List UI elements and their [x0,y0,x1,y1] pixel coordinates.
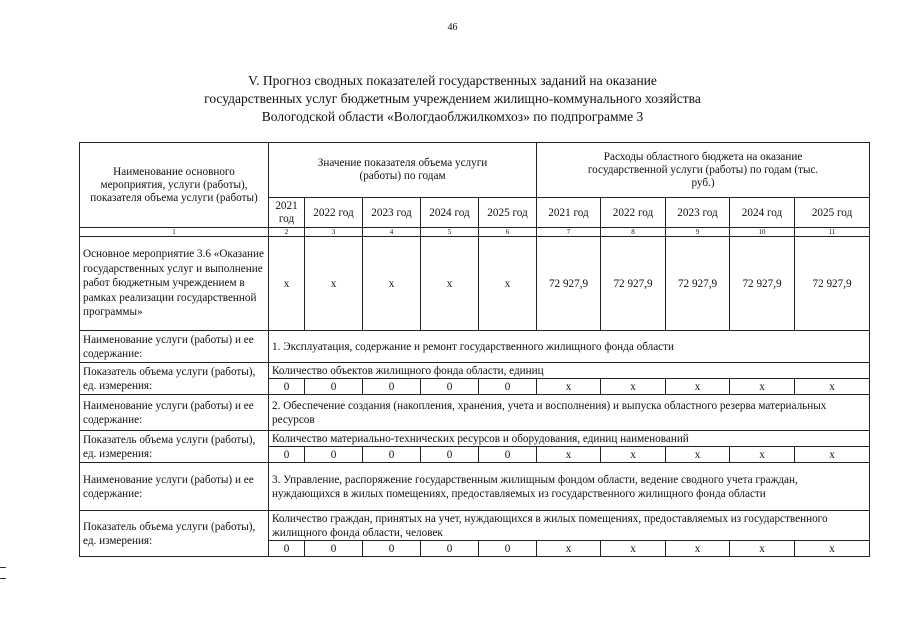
column-number: 6 [479,228,537,237]
title-line-2: государственных услуг бюджетным учреждением жилищно-коммунального хозяйства [204,91,701,106]
indicator-label: Показатель объема услуги (работы), ед. измерения: [80,431,269,463]
value-cell: х [601,447,666,463]
value-cell: х [795,541,870,557]
value-cell: х [730,379,795,395]
expense-cell: 72 927,9 [537,237,601,331]
service-name-row [80,395,870,431]
value-cell: х [305,237,363,331]
indicator-text: Количество материально-технических ресурсов и оборудования, единиц наименований [269,431,870,447]
column-number: 7 [537,228,601,237]
main-event-label: Основное мероприятие 3.6 «Оказание государственных услуг и выполнение работ бюджетным учреждением в рамках реализации государственной программы» [80,237,269,331]
value-cell: 0 [479,447,537,463]
header-year: 2022 год [601,198,666,228]
column-number: 4 [363,228,421,237]
value-cell: х [730,541,795,557]
column-number: 2 [269,228,305,237]
value-cell: 0 [421,541,479,557]
indicator-name-row [80,363,870,379]
column-number: 11 [795,228,870,237]
header-year: 2024 год [421,198,479,228]
header-year: 2023 год [363,198,421,228]
header-indicator-values: Значение показателя объема услуги (работы) по годам [269,143,537,198]
value-cell: 0 [305,447,363,463]
header-year: 2025 год [795,198,870,228]
expense-cell: 72 927,9 [795,237,870,331]
indicator-label: Показатель объема услуги (работы), ед. измерения: [80,363,269,395]
value-cell: х [601,379,666,395]
indicator-name-row [80,511,870,541]
indicator-text: Количество объектов жилищного фонда области, единиц [269,363,870,379]
service-name-text: 2. Обеспечение создания (накопления, хранения, учета и восполнения) и выпуска областного резерва материальных ресурсов [269,395,870,431]
title-line-3: Вологодской области «Вологдаоблжилкомхоз» по подпрограмме 3 [261,109,644,124]
value-cell: х [666,447,730,463]
header-year: 2021 год [537,198,601,228]
value-cell: х [363,237,421,331]
value-cell: х [421,237,479,331]
value-cell: 0 [421,447,479,463]
expense-cell: 72 927,9 [666,237,730,331]
value-cell: 0 [269,541,305,557]
column-number: 10 [730,228,795,237]
column-numbers-row [80,228,870,237]
main-event-row [80,237,870,331]
value-cell: х [666,379,730,395]
value-cell: х [479,237,537,331]
value-cell: х [269,237,305,331]
column-number: 3 [305,228,363,237]
value-cell: 0 [269,447,305,463]
value-cell: 0 [479,541,537,557]
expense-cell: 72 927,9 [601,237,666,331]
header-budget-expenses: Расходы областного бюджета на оказание государственной услуги (работы) по годам (тыс. руб.) [537,143,870,198]
document-title [0,72,905,126]
margin-tick [0,567,6,568]
service-name-text: 1. Эксплуатация, содержание и ремонт государственного жилищного фонда области [269,331,870,363]
indicator-text: Количество граждан, принятых на учет, нуждающихся в жилых помещениях, предоставляемых из государственного жилищного фонда области, человек [269,511,870,541]
value-cell: х [795,447,870,463]
value-cell: 0 [363,447,421,463]
service-name-label: Наименование услуги (работы) и ее содержание: [80,463,269,511]
column-number: 1 [80,228,269,237]
value-cell: х [601,541,666,557]
value-cell: 0 [479,379,537,395]
service-name-row [80,331,870,363]
value-cell: х [537,541,601,557]
value-cell: х [730,447,795,463]
page-number: 46 [447,22,458,33]
value-cell: х [666,541,730,557]
value-cell: 0 [305,379,363,395]
service-name-label: Наименование услуги (работы) и ее содержание: [80,395,269,431]
value-cell: х [537,379,601,395]
header-row-1 [80,143,870,198]
column-number: 9 [666,228,730,237]
title-line-1: V. Прогноз сводных показателей государственных заданий на оказание [248,73,657,88]
expense-cell: 72 927,9 [730,237,795,331]
value-cell: 0 [269,379,305,395]
header-col-name: Наименование основного мероприятия, услуги (работы), показателя объема услуги (работы) [80,143,269,228]
margin-tick [0,578,6,579]
header-year: 2024 год [730,198,795,228]
service-name-label: Наименование услуги (работы) и ее содержание: [80,331,269,363]
forecast-table [79,142,870,557]
column-number: 5 [421,228,479,237]
indicator-label: Показатель объема услуги (работы), ед. измерения: [80,511,269,557]
header-year: 2022 год [305,198,363,228]
value-cell: 0 [305,541,363,557]
header-year: 2021 год [269,198,305,228]
value-cell: 0 [363,379,421,395]
service-name-row [80,463,870,511]
column-number: 8 [601,228,666,237]
service-name-text: 3. Управление, распоряжение государственным жилищным фондом области, ведение сводного учета граждан, нуждающихся в жилых помещениях, предоставляемых из государственного жилищного фонда области [269,463,870,511]
value-cell: 0 [421,379,479,395]
value-cell: х [795,379,870,395]
header-year: 2025 год [479,198,537,228]
indicator-name-row [80,431,870,447]
header-year: 2023 год [666,198,730,228]
value-cell: х [537,447,601,463]
value-cell: 0 [363,541,421,557]
